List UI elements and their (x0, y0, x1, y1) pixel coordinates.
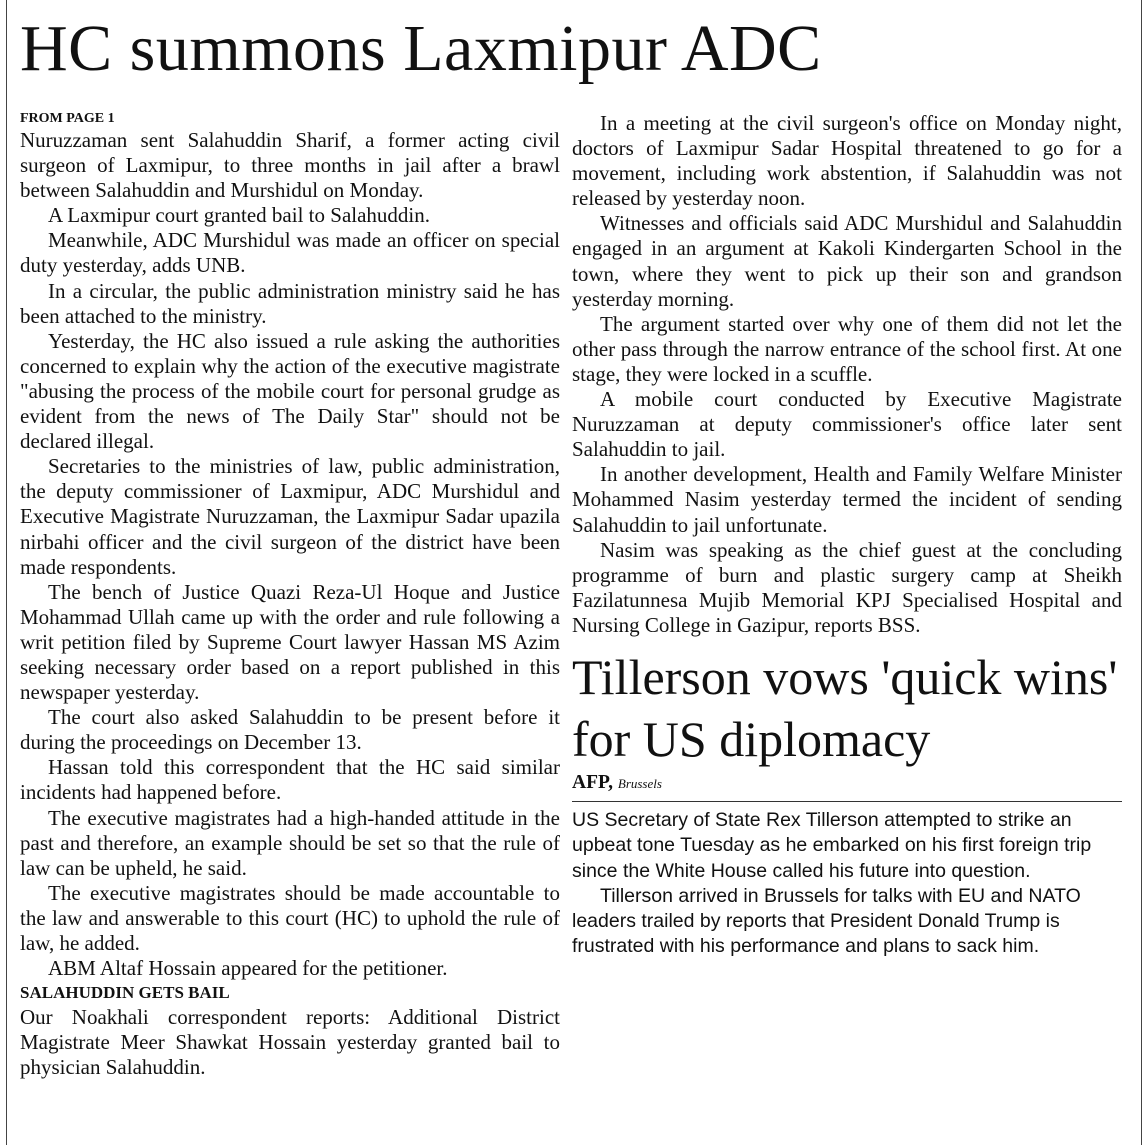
story1-paragraph: The executive magistrates had a high-handed attitude in the past and therefore, an example should be set so that the rule of law can be upheld, he said. (20, 805, 560, 880)
story1-subhead: SALAHUDDIN GETS BAIL (20, 983, 230, 1003)
story2-divider (572, 801, 1122, 802)
page-border-right (1141, 0, 1142, 1145)
story1-paragraph: The argument started over why one of them did not let the other pass through the narrow entrance of the school first. At one stage, they were locked in a scuffle. (572, 311, 1122, 386)
story1-paragraph: In a circular, the public administration ministry said he has been attached to the ministry. (20, 278, 560, 328)
story2-paragraph: US Secretary of State Rex Tillerson attempted to strike an upbeat tone Tuesday as he embarked on his first foreign trip since the White House called his future into question. (572, 809, 1092, 882)
story1-column-left (20, 110, 560, 1080)
story2-dateline (572, 770, 1122, 796)
story1-paragraph: Nasim was speaking as the chief guest at the concluding programme of burn and plastic surgery camp at Sheikh Fazilatunnesa Mujib Memorial KPJ Specialised Hospital and Nursing College in Gazipur, reports BSS. (572, 537, 1122, 637)
story1-paragraph: Hassan told this correspondent that the HC said similar incidents had happened before. (20, 755, 560, 805)
story1-paragraph: Yesterday, the HC also issued a rule asking the authorities concerned to explain why the action of the executive magistrate "abusing the process of the mobile court for personal grudge as evident from the news of The Daily Star" should not be declared illegal. (20, 328, 560, 454)
story2-agency: AFP, (572, 771, 613, 793)
story1-paragraph: ABM Altaf Hossain appeared for the petitioner. (48, 956, 448, 981)
page-border-left (6, 0, 7, 1145)
story1-paragraph: In another development, Health and Family Welfare Minister Mohammed Nasim yesterday termed the incident of sending Salahuddin to jail unfortunate. (572, 462, 1122, 537)
story1-kicker: FROM PAGE 1 (20, 111, 115, 126)
story1-paragraph: A mobile court conducted by Executive Magistrate Nuruzzaman at deputy commissioner's office later sent Salahuddin to jail. (572, 387, 1122, 462)
story1-paragraph: Witnesses and officials said ADC Murshidul and Salahuddin engaged in an argument at Kakoli Kindergarten School in the town, where they went to pick up their son and grandson yesterday morning. (572, 211, 1122, 311)
story1-paragraph: In a meeting at the civil surgeon's office on Monday night, doctors of Laxmipur Sadar Hospital threatened to go for a movement, including work abstention, if Salahuddin was not released by yesterday noon. (572, 111, 1122, 211)
story2 (572, 646, 1122, 959)
story1-paragraph: The bench of Justice Quazi Reza-Ul Hoque and Justice Mohammad Ullah came up with the order and rule following a writ petition filed by Supreme Court lawyer Hassan MS Azim seeking necessary order based on a report published in this newspaper yesterday. (20, 579, 560, 705)
story2-location: Brussels (617, 775, 662, 791)
story1-headline: HC summons Laxmipur ADC (20, 12, 822, 85)
story1-paragraph: Our Noakhali correspondent reports: Additional District Magistrate Meer Shawkat Hossain yesterday granted bail to physician Salahuddin. (20, 1005, 560, 1080)
story1-paragraph: Meanwhile, ADC Murshidul was made an officer on special duty yesterday, adds UNB. (20, 228, 560, 278)
story1-paragraph: A Laxmipur court granted bail to Salahuddin. (48, 203, 430, 228)
story1-paragraph: The executive magistrates should be made accountable to the law and answerable to this court (HC) to uphold the rule of law, he added. (20, 880, 560, 955)
story2-paragraph: Tillerson arrived in Brussels for talks with EU and NATO leaders trailed by reports that President Donald Trump is frustrated with his performance and plans to sack him. (572, 884, 1081, 958)
story1-paragraph: Nuruzzaman sent Salahuddin Sharif, a former acting civil surgeon of Laxmipur, to three months in jail after a brawl between Salahuddin and Murshidul on Monday. (20, 128, 560, 203)
story1-paragraph: The court also asked Salahuddin to be present before it during the proceedings on December 13. (20, 705, 560, 755)
story1-paragraph: Secretaries to the ministries of law, public administration, the deputy commissioner of Laxmipur, ADC Murshidul and Executive Magistrate Nuruzzaman, the Laxmipur Sadar upazila nirbahi officer and the civil surgeon of the district have been made respondents. (20, 454, 560, 579)
story2-headline: Tillerson vows 'quick wins' for US diplomacy (572, 648, 1118, 767)
story1-column-right (572, 111, 1122, 959)
